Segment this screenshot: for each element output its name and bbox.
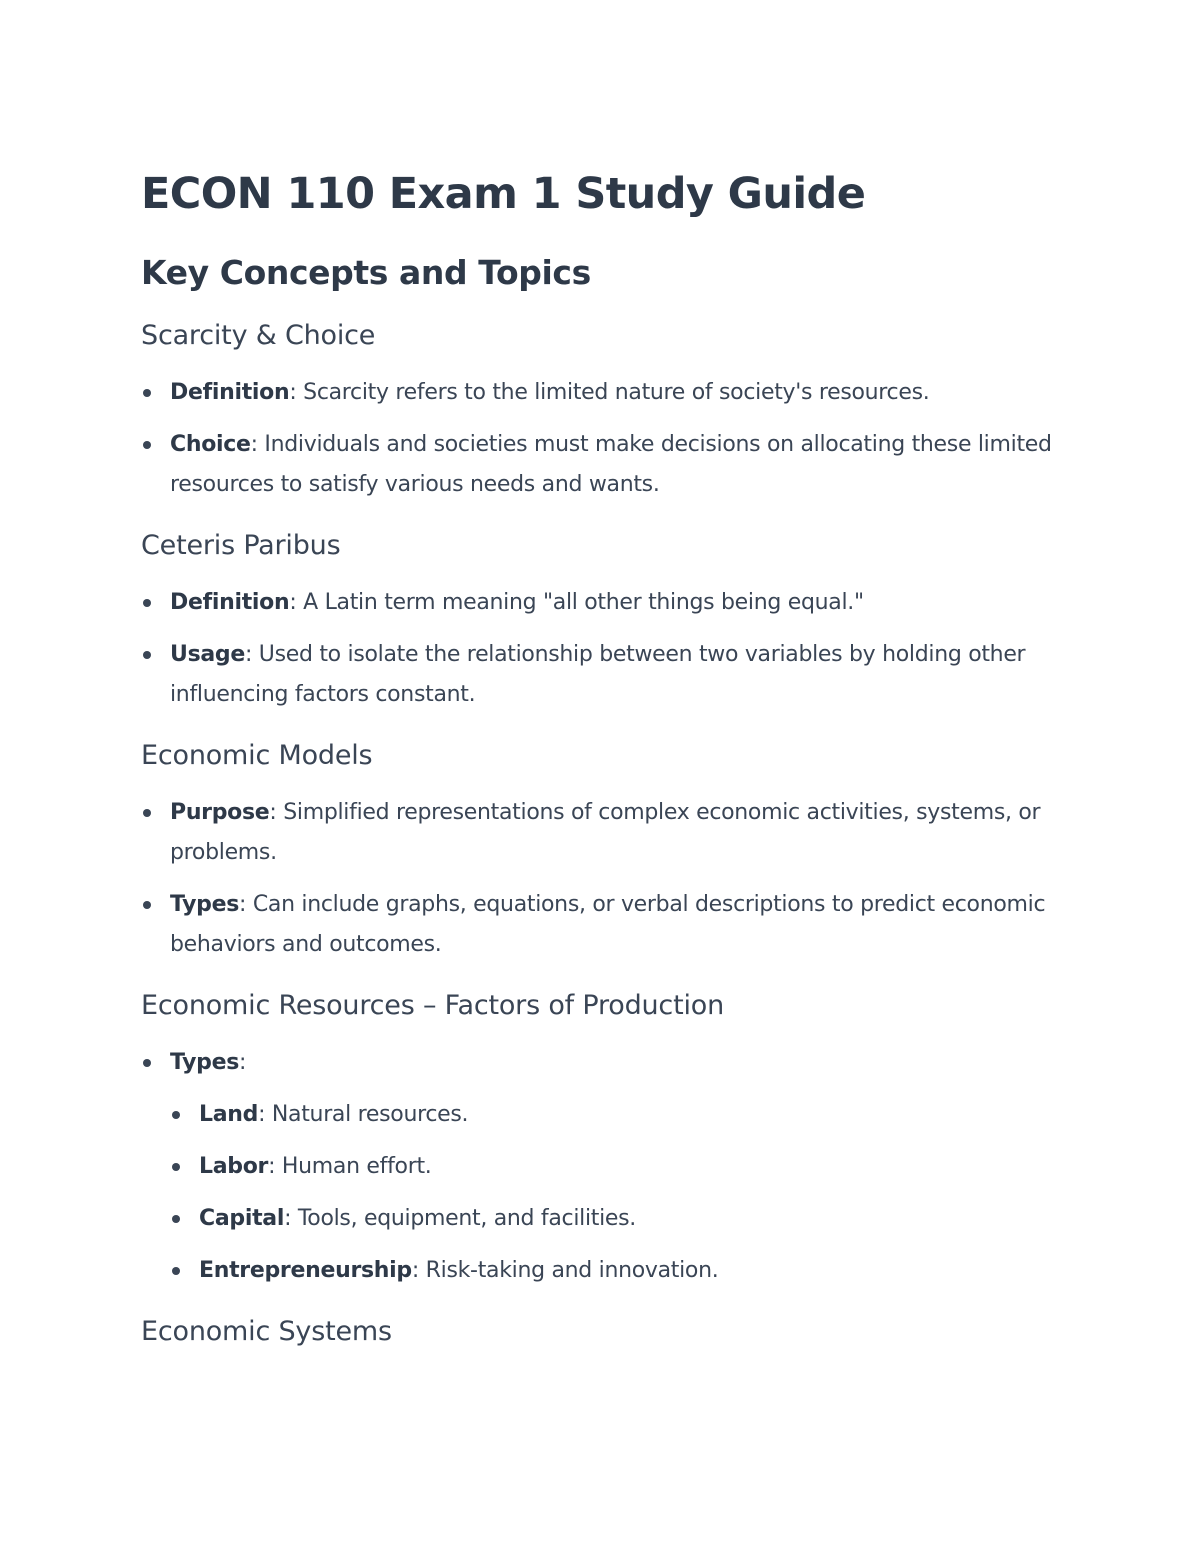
section-heading: Scarcity & Choice bbox=[141, 320, 376, 351]
bullet-icon bbox=[143, 1059, 151, 1067]
section-heading: Economic Resources – Factors of Production bbox=[141, 990, 724, 1021]
item-text: : Natural resources. bbox=[258, 1102, 469, 1127]
list-item bbox=[141, 1043, 1081, 1083]
bullet-icon bbox=[143, 599, 151, 607]
section-economic-resources bbox=[141, 987, 1081, 1291]
item-text: : Tools, equipment, and facilities. bbox=[284, 1206, 636, 1231]
item-text: : Used to isolate the relationship between two variables by holding other influencing factors constant. bbox=[170, 642, 1026, 707]
list-item bbox=[141, 635, 1081, 715]
bullet-icon bbox=[143, 389, 151, 397]
list-item bbox=[141, 373, 1081, 413]
bullet-icon bbox=[172, 1267, 180, 1275]
section-economic-systems bbox=[141, 1313, 1081, 1351]
list-item bbox=[170, 1251, 1081, 1291]
item-term: Choice bbox=[170, 432, 251, 457]
bullet-icon bbox=[172, 1215, 180, 1223]
bullet-icon bbox=[143, 441, 151, 449]
list-item bbox=[141, 885, 1081, 965]
item-text: : Can include graphs, equations, or verbal descriptions to predict economic behaviors and outcomes. bbox=[170, 892, 1046, 957]
document-title: ECON 110 Exam 1 Study Guide bbox=[141, 169, 866, 219]
section-economic-models bbox=[141, 737, 1081, 965]
section-heading: Economic Models bbox=[141, 740, 373, 771]
item-term: Capital bbox=[199, 1206, 285, 1231]
bullet-icon bbox=[143, 901, 151, 909]
item-term: Entrepreneurship bbox=[199, 1258, 412, 1283]
list-item bbox=[141, 583, 1081, 623]
item-term: Labor bbox=[199, 1154, 269, 1179]
list-item bbox=[170, 1147, 1081, 1187]
item-text: : Risk-taking and innovation. bbox=[411, 1258, 719, 1283]
item-text: : bbox=[239, 1050, 247, 1075]
list-item bbox=[141, 793, 1081, 873]
section-heading: Ceteris Paribus bbox=[141, 530, 341, 561]
item-term: Types bbox=[170, 1050, 240, 1075]
item-term: Land bbox=[199, 1102, 259, 1127]
nested-bullet-list bbox=[170, 1095, 1081, 1291]
section-heading: Economic Systems bbox=[141, 1316, 392, 1347]
item-term: Usage bbox=[170, 642, 245, 667]
bullet-icon bbox=[143, 651, 151, 659]
item-text: : Individuals and societies must make decisions on allocating these limited resources to satisfy various needs and wants. bbox=[170, 432, 1052, 497]
list-item bbox=[141, 425, 1081, 505]
list-item bbox=[170, 1095, 1081, 1135]
item-term: Definition bbox=[170, 590, 290, 615]
bullet-icon bbox=[172, 1111, 180, 1119]
item-text: : Simplified representations of complex economic activities, systems, or problems. bbox=[170, 800, 1041, 865]
item-text: : A Latin term meaning "all other things being equal." bbox=[289, 590, 864, 615]
bullet-icon bbox=[172, 1163, 180, 1171]
bullet-list bbox=[141, 793, 1081, 965]
bullet-list bbox=[141, 583, 1081, 715]
item-term: Definition bbox=[170, 380, 290, 405]
item-term: Purpose bbox=[170, 800, 270, 825]
item-text: : Scarcity refers to the limited nature of society's resources. bbox=[289, 380, 930, 405]
section-scarcity-choice bbox=[141, 317, 1081, 505]
section-ceteris-paribus bbox=[141, 527, 1081, 715]
item-text: : Human effort. bbox=[268, 1154, 432, 1179]
bullet-icon bbox=[143, 809, 151, 817]
list-item bbox=[170, 1199, 1081, 1239]
document-subtitle: Key Concepts and Topics bbox=[141, 253, 591, 292]
bullet-list bbox=[141, 373, 1081, 505]
bullet-list bbox=[141, 1043, 1081, 1083]
item-term: Types bbox=[170, 892, 240, 917]
document-page bbox=[141, 165, 1081, 1351]
